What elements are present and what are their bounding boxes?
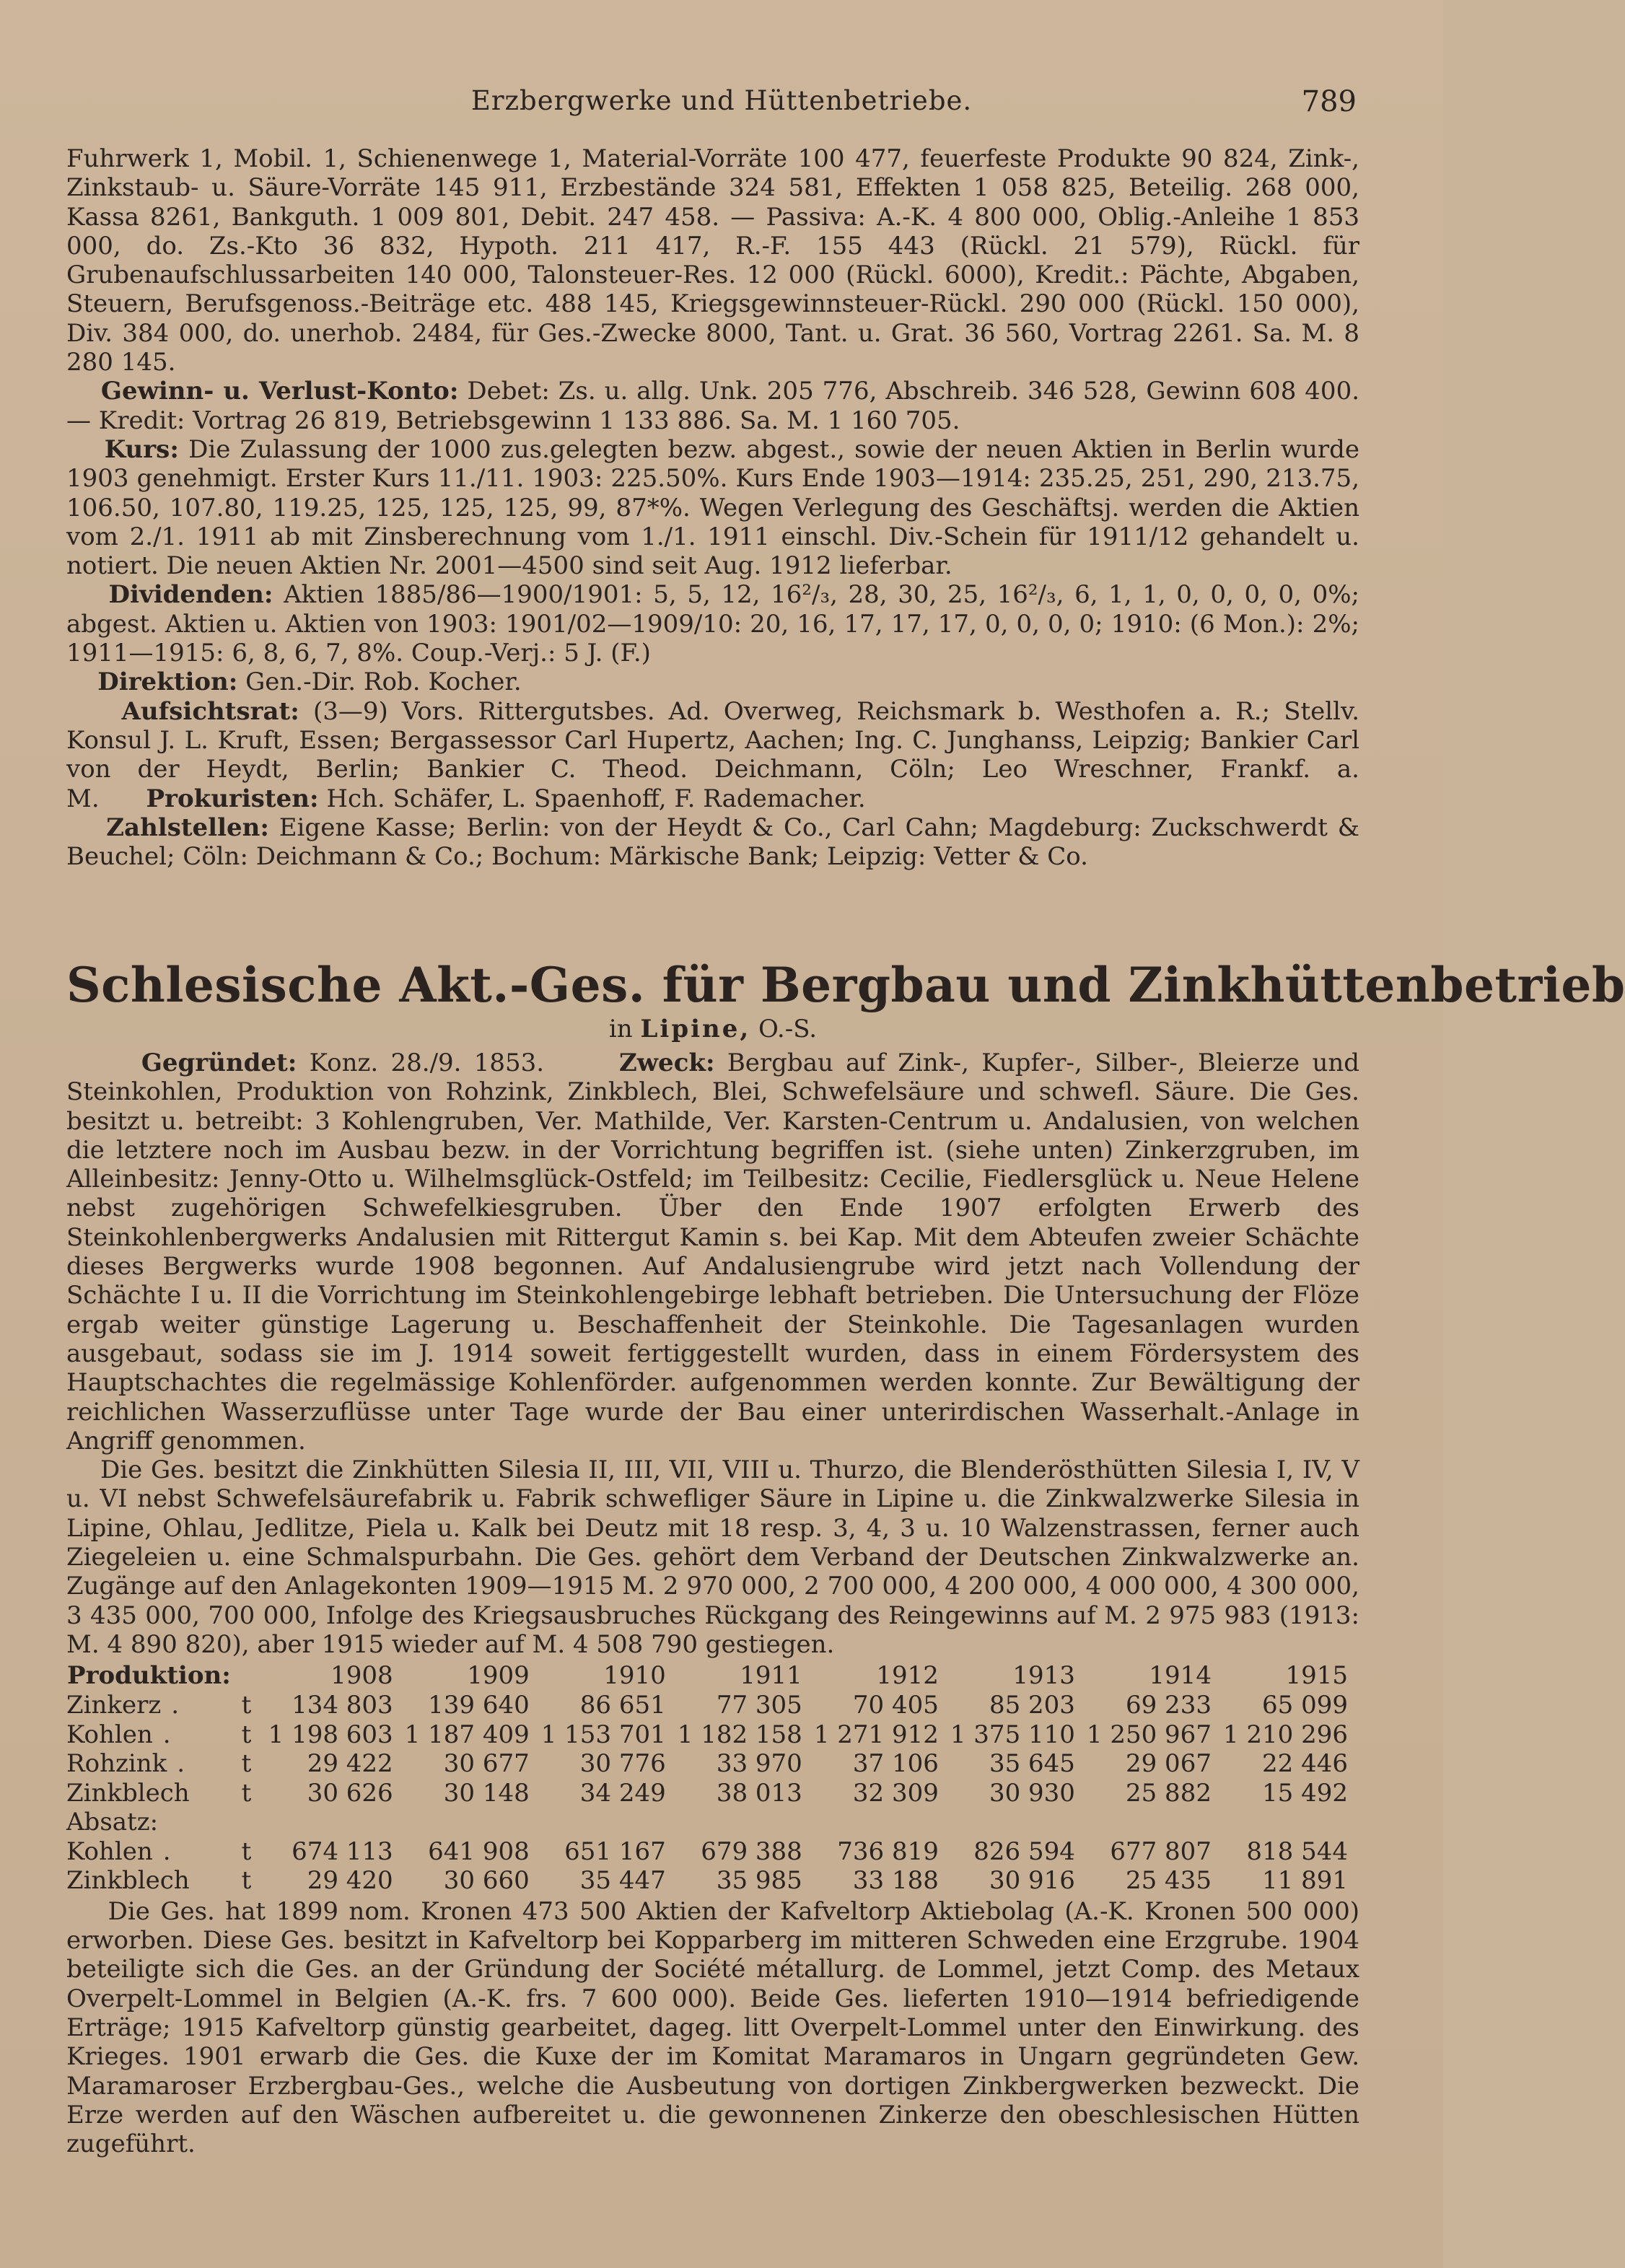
table-cell: 1 198 603 <box>268 1720 393 1749</box>
direktion-text: Gen.-Dir. Rob. Kocher. <box>245 667 522 697</box>
row-label <box>66 1837 242 1867</box>
table-cell: 35 645 <box>989 1749 1075 1779</box>
table-cell: 35 985 <box>716 1866 802 1896</box>
table-cell: 826 594 <box>973 1836 1075 1866</box>
table-cell: 77 305 <box>716 1691 802 1720</box>
purpose-label: Zweck: <box>618 1048 715 1077</box>
row-dots: . <box>162 1836 171 1866</box>
table-row <box>66 1779 1359 1808</box>
table-cell: 30 916 <box>989 1866 1075 1896</box>
table-cell: 139 640 <box>428 1691 530 1720</box>
row-unit: t <box>241 1749 252 1779</box>
row-name: Zinkerz <box>66 1691 162 1720</box>
company-location <box>66 1014 1359 1044</box>
table-cell: 818 544 <box>1246 1836 1348 1866</box>
row-label <box>66 1779 242 1808</box>
founding-paragraph <box>66 1048 1359 1455</box>
row-unit: t <box>241 1720 252 1749</box>
table-cell: 736 819 <box>837 1836 939 1866</box>
row-name: Zinkblech <box>66 1778 190 1808</box>
table-cell: 29 422 <box>307 1749 393 1779</box>
dividenden-label: Dividenden: <box>108 580 273 610</box>
table-cell: 32 309 <box>852 1778 939 1808</box>
table-cell: 30 660 <box>443 1866 530 1896</box>
smelters-paragraph <box>66 1455 1359 1659</box>
table-cell: 15 492 <box>1262 1778 1348 1808</box>
table-cell: 25 882 <box>1125 1778 1212 1808</box>
row-label <box>66 1691 242 1720</box>
location-suffix: O.-S. <box>758 1015 818 1043</box>
table-cell: 85 203 <box>989 1691 1075 1720</box>
dividenden-text: Aktien 1885/86—1900/1901: 5, 5, 12, 16²/₃, 28, 30, 25, 16²/₃, 6, 1, 1, 0, 0, 0, 0, 0%; abgest. Aktien u. Aktien von 1903: 1901/02—1909/10: 20, 16, 17, 17, 17, 0, 0, 0, 0; 1910: (6 Mon.): 2%; 1911—1915: 6, 8, 6, 7, 8%. Coup.-Verj.: 5 J. (F.) <box>66 580 1359 668</box>
aufsichtsrat-label: Aufsichtsrat: <box>121 696 299 726</box>
row-label <box>66 1749 242 1779</box>
table-cell: 33 970 <box>716 1749 802 1779</box>
table-cell: 30 626 <box>307 1778 393 1808</box>
table-cell: 35 447 <box>579 1866 666 1896</box>
table-cell: 1 182 158 <box>677 1720 802 1749</box>
table-cell: 37 106 <box>852 1749 939 1779</box>
running-title: Erzbergwerke und Hüttenbetriebe. <box>470 85 973 116</box>
profit-loss-label: Gewinn- u. Verlust-Konto: <box>100 377 459 406</box>
table-cell: 65 099 <box>1262 1691 1348 1720</box>
row-dots: . <box>177 1749 185 1779</box>
zahlstellen-label: Zahlstellen: <box>106 813 269 842</box>
row-dots: . <box>171 1691 180 1720</box>
kurs-label: Kurs: <box>104 434 179 464</box>
row-unit: t <box>241 1691 252 1720</box>
table-cell: 38 013 <box>716 1778 802 1808</box>
row-label <box>66 1720 242 1750</box>
table-row <box>66 1749 1359 1779</box>
table-cell: 22 446 <box>1262 1749 1348 1779</box>
table-cell: 86 651 <box>579 1691 666 1720</box>
year-header: 1913 <box>1012 1661 1075 1691</box>
table-row <box>66 1691 1359 1720</box>
table-cell: 1 187 409 <box>404 1720 530 1749</box>
holdings-text: Die Ges. hat 1899 nom. Kronen 473 500 Aktien der Kafveltorp Aktiebolag (A.-K. Kronen 500 000) erworben. Diese Ges. besitzt in Kafveltorp bei Kopparberg im mitteren Schweden eine Erzgrube. 1904 beteiligte sich die Ges. an der Gründung der Société métallurg. de Lommel, jetzt Comp. des Metaux Overpelt-Lommel in Belgien (A.-K. frs. 7 600 000). Beide Ges. lieferten 1910—1914 befriedigende Erträge; 1915 Kafveltorp günstig gearbeitet, dageg. litt Overpelt-Lommel unter den Einwirkung. des Krieges. 1901 erwarb die Ges. die Kuxe der im Komitat Maramaros in Ungarn gegründeten Gew. Maramaroser Erzbergbau-Ges., welche die Ausbeutung von dortigen Zinkbergwerken bezweckt. Die Erze werden auf den Wäschen aufbereitet u. die gewonnenen Zinkerze den obeschlesischen Hütten zugeführt. <box>66 1896 1360 2159</box>
absatz-label: Absatz: <box>66 1808 159 1837</box>
prokuristen-text: Hch. Schäfer, L. Spaenhoff, F. Rademacher. <box>326 784 866 813</box>
table-cell: 30 148 <box>443 1778 530 1808</box>
table-row <box>66 1866 1359 1896</box>
table-row <box>66 1720 1359 1750</box>
profit-loss-paragraph <box>66 377 1359 435</box>
aufsichtsrat-text: (3—9) Vors. Rittergutsbes. Ad. Overweg, Reichsmark b. Westhofen a. R.; Stellv. Konsul J. L. Kruft, Essen; Bergassessor Carl Hupertz, Aachen; Ing. C. Junghanss, Leipzig; Bankier Carl von der Heydt, Berlin; Bankier C. Theod. Deichmann, Cöln; Leo Wreschner, Frankf. a. M. <box>66 696 1360 813</box>
table-cell: 30 930 <box>989 1778 1075 1808</box>
profit-loss-text: Debet: Zs. u. allg. Unk. 205 776, Abschreib. 346 528, Gewinn 608 400. — Kredit: Vortrag 26 819, Betriebsgewinn 1 133 886. Sa. M. 1 160 705. <box>66 377 1360 435</box>
table-cell: 29 067 <box>1125 1749 1212 1779</box>
previous-company-section <box>66 144 1359 927</box>
table-cell: 33 188 <box>852 1866 939 1896</box>
table-cell: 11 891 <box>1262 1866 1348 1896</box>
table-cell: 1 250 967 <box>1086 1720 1212 1749</box>
production-table <box>66 1660 1359 1896</box>
aufsichtsrat-paragraph <box>66 697 1359 813</box>
holdings-paragraph <box>66 1897 1359 2159</box>
company-section <box>66 1048 1359 2158</box>
kurs-text: Die Zulassung der 1000 zus.gelegten bezw. abgest., sowie der neuen Aktien in Berlin wurde 1903 genehmigt. Erster Kurs 11./11. 1903: 225.50%. Kurs Ende 1903—1914: 235.25, 251, 290, 213.75, 106.50, 107.80, 119.25, 125, 125, 125, 99, 87*%. Wegen Verlegung des Geschäftsj. werden die Aktien vom 2./1. 1911 ab mit Zinsberechnung vom 1./1. 1911 einschl. Div.-Schein für 1911/12 gehandelt u. notiert. Die neuen Aktien Nr. 2001—4500 sind seit Aug. 1912 lieferbar. <box>66 434 1359 581</box>
prokuristen-label: Prokuristen: <box>146 784 319 813</box>
founded-label: Gegründet: <box>141 1048 297 1077</box>
table-cell: 641 908 <box>428 1836 530 1866</box>
dividenden-paragraph <box>66 580 1359 667</box>
table-cell: 25 435 <box>1125 1866 1212 1896</box>
production-header-row <box>66 1660 1359 1691</box>
table-cell: 69 233 <box>1125 1691 1212 1720</box>
table-cell: 651 167 <box>564 1836 666 1866</box>
absatz-rows <box>66 1837 1359 1896</box>
year-header: 1915 <box>1285 1661 1348 1691</box>
year-header: 1911 <box>740 1661 802 1691</box>
row-name: Kohlen <box>66 1836 153 1866</box>
direktion-paragraph <box>66 667 1359 696</box>
table-cell: 134 803 <box>292 1691 393 1720</box>
smelters-text: Die Ges. besitzt die Zinkhütten Silesia II, III, VII, VIII u. Thurzo, die Blenderösthütten Silesia I, IV, V u. VI nebst Schwefelsäurefabrik u. Fabrik schwefliger Säure in Lipine u. die Zinkwalzwerke Silesia in Lipine, Ohlau, Jedlitze, Piela u. Kalk bei Deutz mit 18 resp. 3, 4, 3 u. 10 Walzenstrassen, ferner auch Ziegeleien u. eine Schmalspurbahn. Die Ges. gehört dem Verband der Deutschen Zinkwalzwerke an. Zugänge auf den Anlagekonten 1909—1915 M. 2 970 000, 2 700 000, 4 200 000, 4 000 000, 4 300 000, 3 435 000, 700 000, Infolge des Kriegsausbruches Rückgang des Reingewinns auf M. 2 975 983 (1913: M. 4 890 820), aber 1915 wieder auf M. 4 508 790 gestiegen. <box>66 1455 1359 1659</box>
table-cell: 1 153 701 <box>540 1720 666 1749</box>
table-cell: 1 375 110 <box>950 1720 1075 1749</box>
row-label <box>66 1866 242 1896</box>
zahlstellen-text: Eigene Kasse; Berlin: von der Heydt & Co., Carl Cahn; Magdeburg: Zuckschwerdt & Beuchel; Cöln: Deichmann & Co.; Bochum: Märkische Bank; Leipzig: Vetter & Co. <box>66 813 1359 872</box>
table-cell: 1 271 912 <box>813 1720 939 1749</box>
table-cell: 29 420 <box>307 1866 393 1896</box>
direktion-label: Direktion: <box>97 667 238 697</box>
table-row <box>66 1837 1359 1867</box>
row-name: Kohlen <box>66 1720 153 1749</box>
table-cell: 70 405 <box>852 1691 939 1720</box>
page-header <box>65 85 1378 128</box>
table-cell: 674 113 <box>292 1836 393 1866</box>
table-cell: 679 388 <box>701 1836 802 1866</box>
company-title: Schlesische Akt.-Ges. für Bergbau und Zinkhüttenbetrieb <box>66 957 1625 1013</box>
year-header: 1909 <box>467 1661 530 1691</box>
production-label: Produktion: <box>67 1661 231 1691</box>
absatz-header-row <box>66 1808 1359 1837</box>
row-dots: . <box>162 1720 171 1749</box>
balance-paragraph: Fuhrwerk 1, Mobil. 1, Schienenwege 1, Material-Vorräte 100 477, feuerfeste Produkte 90 824, Zink-, Zinkstaub- u. Säure-Vorräte 145 911, Erzbestände 324 581, Effekten 1 058 825, Beteilig. 268 000, Kassa 8261, Bankguth. 1 009 801, Debit. 247 458. — Passiva: A.-K. 4 800 000, Oblig.-Anleihe 1 853 000, do. Zs.-Kto 36 832, Hypoth. 211 417, R.-F. 155 443 (Rückl. 21 579), Rückl. für Grubenaufschlussarbeiten 140 000, Talonsteuer-Res. 12 000 (Rückl. 6000), Kredit.: Pächte, Abgaben, Steuern, Berufsgenoss.-Beiträge etc. 488 145, Kriegsgewinnsteuer-Rückl. 290 000 (Rückl. 150 000), Div. 384 000, do. unerhob. 2484, für Ges.-Zwecke 8000, Tant. u. Grat. 36 560, Vortrag 2261. Sa. M. 8 280 145. <box>66 144 1359 377</box>
year-header: 1910 <box>603 1661 666 1691</box>
location-place: Lipine, <box>640 1015 751 1043</box>
table-cell: 1 210 296 <box>1222 1720 1348 1749</box>
year-header: 1914 <box>1149 1661 1212 1691</box>
table-cell: 34 249 <box>579 1778 666 1808</box>
year-header: 1912 <box>876 1661 939 1691</box>
location-prefix: in <box>608 1015 633 1043</box>
year-header: 1908 <box>330 1661 393 1691</box>
kurs-paragraph <box>66 435 1359 580</box>
table-cell: 30 677 <box>443 1749 530 1779</box>
page-content <box>66 144 1625 2159</box>
table-cell: 677 807 <box>1110 1836 1212 1866</box>
row-name: Zinkblech <box>66 1866 190 1896</box>
production-rows <box>66 1691 1359 1808</box>
row-name: Rohzink <box>66 1749 167 1779</box>
table-cell: 30 776 <box>579 1749 666 1779</box>
zahlstellen-paragraph <box>66 813 1359 872</box>
row-unit: t <box>241 1778 252 1808</box>
founded-text: Konz. 28./9. 1853. <box>309 1048 545 1077</box>
page-number: 789 <box>1301 85 1357 118</box>
row-unit: t <box>241 1866 252 1896</box>
purpose-text: Bergbau auf Zink-, Kupfer-, Silber-, Bleierze und Steinkohlen, Produktion von Rohzink, Zinkblech, Blei, Schwefelsäure und schwefl. Säure. Die Ges. besitzt u. betreibt: 3 Kohlengruben, Ver. Mathilde, Ver. Karsten-Centrum u. Andalusien, von welchen die letztere noch im Ausbau bezw. in der Vorrichtung begriffen ist. (siehe unten) Zinkerzgruben, im Alleinbesitz: Jenny-Otto u. Wilhelmsglück-Ostfeld; im Teilbesitz: Cecilie, Fiedlersglück u. Neue Helene nebst zugehörigen Schwefelkiesgruben. Über den Ende 1907 erfolgten Erwerb des Steinkohlenbergwerks Andalusien mit Rittergut Kamin s. bei Kap. Mit dem Abteufen zweier Schächte dieses Bergwerks wurde 1908 begonnen. Auf Andalusiengrube wird jetzt nach Vollendung der Schächte I u. II die Vorrichtung im Steinkohlengebirge lebhaft betrieben. Die Untersuchung der Flöze ergab weiter günstige Lagerung u. Beschaffenheit der Steinkohle. Die Tagesanlagen wurden ausgebaut, sodass sie im J. 1914 soweit fertiggestellt wurden, dass in einem Fördersystem des Hauptschachtes die regelmässige Kohlenförder. aufgenommen werden konnte. Zur Bewältigung der reichlichen Wasserzuflüsse unter Tage wurde der Bau einer unterirdischen Wasserhalt.-Anlage in Angriff genommen. <box>66 1048 1360 1455</box>
row-unit: t <box>241 1836 252 1866</box>
